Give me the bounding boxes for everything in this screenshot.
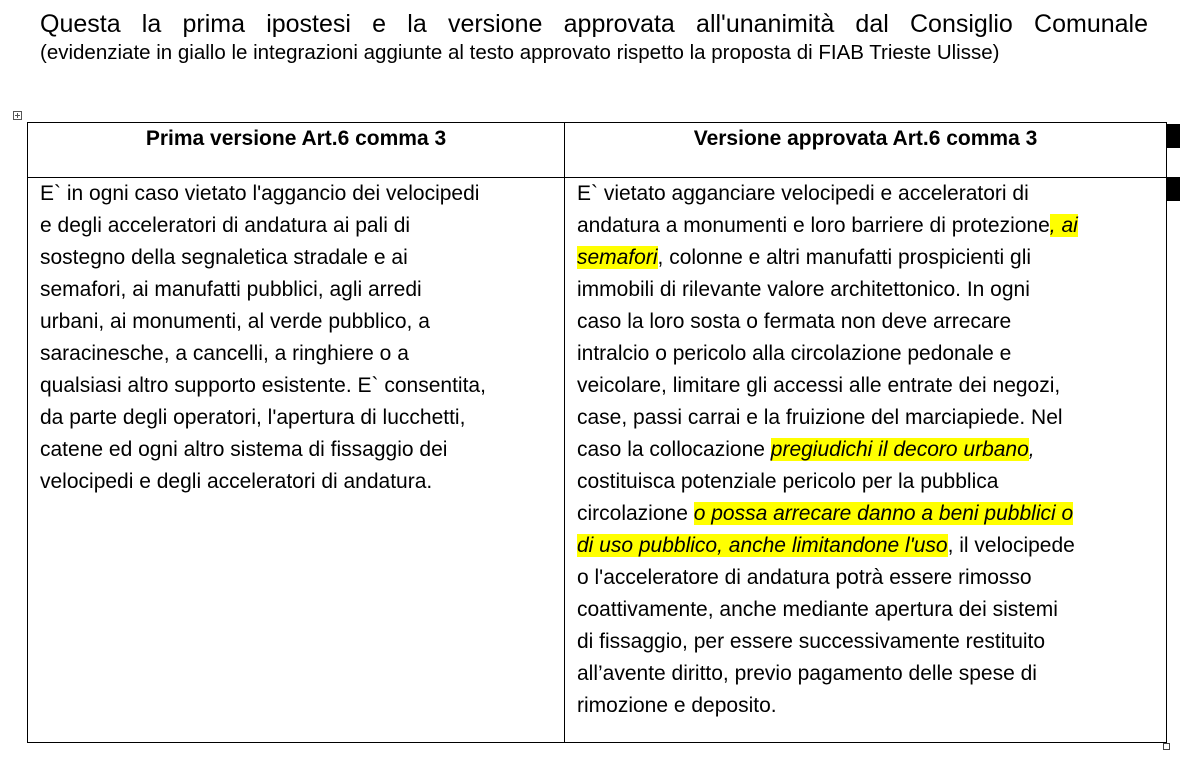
text-line: o l'acceleratore di andatura potrà essere rimosso xyxy=(577,566,1032,589)
text-line: urbani, ai monumenti, al verde pubblico, a xyxy=(40,310,430,333)
text-line: coattivamente, anche mediante apertura dei sistemi xyxy=(577,598,1058,621)
table-header-row xyxy=(28,123,1167,178)
text-segment: andatura a monumenti e loro barriere di protezione xyxy=(577,214,1050,237)
comparison-table xyxy=(27,122,1167,743)
text-segment: , il velocipede xyxy=(947,534,1075,557)
text-line: catene ed ogni altro sistema di fissaggio dei xyxy=(40,438,448,461)
highlighted-addition: di uso pubblico, anche limitandone l'uso xyxy=(577,534,948,557)
text-segment: , colonne e altri manufatti prospicienti gli xyxy=(657,246,1032,269)
text-line: costituisca potenziale pericolo per la pubblica xyxy=(577,470,999,493)
approved-version-text xyxy=(577,178,1154,722)
text-line: E` vietato agganciare velocipedi e acceleratori di xyxy=(577,182,1029,205)
row-marker-icon xyxy=(1166,124,1180,148)
text-line: qualsiasi altro supporto esistente. E` consentita, xyxy=(40,374,486,397)
text-line: velocipedi e degli acceleratori di andatura. xyxy=(40,470,433,493)
text-segment: caso la collocazione xyxy=(577,438,771,461)
text-line: veicolare, limitare gli accessi alle entrate dei negozi, xyxy=(577,374,1061,397)
text-line: E` in ogni caso vietato l'aggancio dei velocipedi xyxy=(40,182,480,205)
text-line: di fissaggio, per essere successivamente restituito xyxy=(577,630,1046,653)
text-segment: circolazione xyxy=(577,502,694,525)
highlighted-addition: , ai xyxy=(1049,214,1078,237)
text-line: da parte degli operatori, l'apertura di lucchetti, xyxy=(40,406,466,429)
text-segment: , xyxy=(1028,438,1035,461)
approved-version-cell xyxy=(565,178,1167,743)
document-title: Questa la prima ipostesi e la versione approvata all'unanimità dal Consiglio Comunale xyxy=(40,10,1148,38)
text-line xyxy=(577,530,1154,562)
text-line: sostegno della segnaletica stradale e ai xyxy=(40,246,408,269)
column-header-approved-version: Versione approvata Art.6 comma 3 xyxy=(565,123,1167,178)
text-line: semafori, ai manufatti pubblici, agli arredi xyxy=(40,278,422,301)
table-row xyxy=(28,178,1167,743)
text-line xyxy=(577,210,1154,242)
highlighted-addition: semafori xyxy=(577,246,658,269)
document-subtitle: (evidenziate in giallo le integrazioni aggiunte al testo approvato rispetto la proposta di FIAB Trieste Ulisse) xyxy=(40,41,1000,64)
row-marker-icon xyxy=(1166,177,1180,201)
table-move-handle-icon[interactable] xyxy=(13,111,22,120)
text-line: case, passi carrai e la fruizione del marciapiede. Nel xyxy=(577,406,1063,429)
first-version-text xyxy=(40,178,552,498)
text-line: e degli acceleratori di andatura ai pali di xyxy=(40,214,411,237)
text-line xyxy=(577,434,1154,466)
text-line: caso la loro sosta o fermata non deve arrecare xyxy=(577,310,1012,333)
column-header-first-version: Prima versione Art.6 comma 3 xyxy=(28,123,565,178)
text-line: immobili di rilevante valore architettonico. In ogni xyxy=(577,278,1030,301)
text-line: rimozione e deposito. xyxy=(577,694,777,717)
highlighted-addition: o possa arrecare danno a beni pubblici o xyxy=(693,502,1074,525)
text-line: saracinesche, a cancelli, a ringhiere o a xyxy=(40,342,409,365)
text-line: intralcio o pericolo alla circolazione pedonale e xyxy=(577,342,1012,365)
text-line xyxy=(577,242,1154,274)
highlighted-addition: pregiudichi il decoro urbano xyxy=(770,438,1029,461)
text-line: all’avente diritto, previo pagamento delle spese di xyxy=(577,662,1037,685)
text-line xyxy=(577,498,1154,530)
first-version-cell xyxy=(28,178,565,743)
table-resize-handle-icon[interactable] xyxy=(1163,743,1170,750)
